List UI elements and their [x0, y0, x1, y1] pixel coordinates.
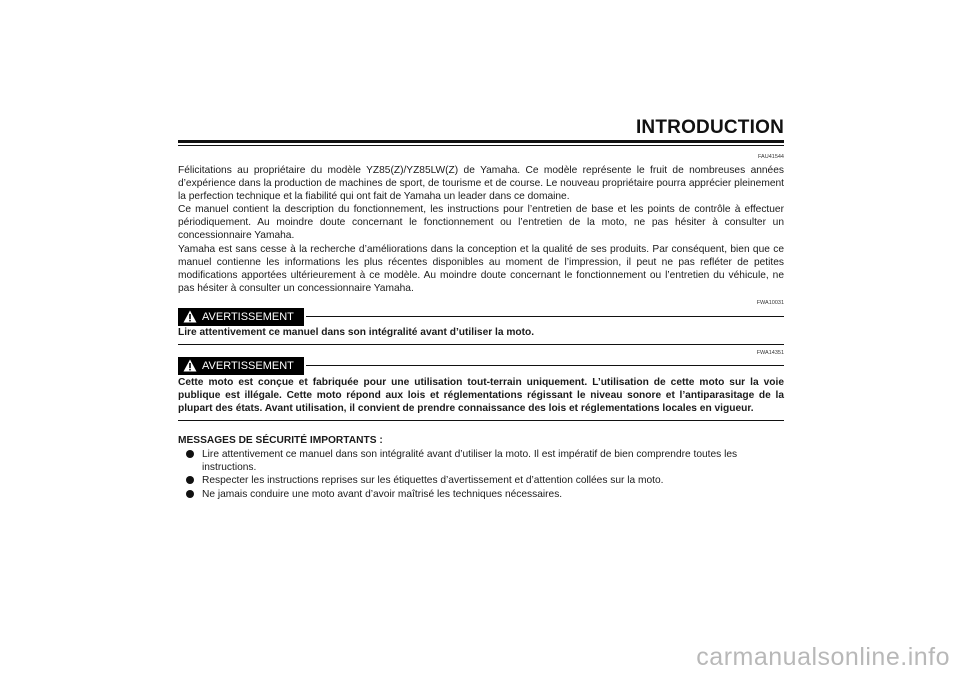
watermark: carmanualsonline.info [696, 643, 950, 671]
intro-code: FAU41544 [758, 154, 784, 160]
warning-1-text: Lire attentivement ce manuel dans son intégralité avant d’utiliser la moto. [178, 327, 535, 338]
warning-1-badge [178, 308, 304, 326]
warning-2-text: Cette moto est conçue et fabriquée pour une utilisation tout-terrain uniquement. L’utilisation de cette moto sur la voie publique est illégale. Cette moto répond aux lois et réglementations régissant le niveau sonore et l’antiparasitage de la plupart des états. Avant utilisation, il convient de prendre connaissance des lois et réglementations locales en vigueur. [178, 377, 784, 415]
intro-text [178, 164, 784, 295]
safety-title: MESSAGES DE SÉCURITÉ IMPORTANTS : [178, 435, 383, 446]
bullet-icon [186, 450, 194, 458]
bullet-icon [186, 476, 194, 484]
warning-2-header [178, 357, 784, 375]
warning-1-rule [306, 316, 784, 317]
warning-1-code: FWA10031 [756, 300, 784, 306]
intro-paragraph-1: Félicitations au propriétaire du modèle YZ85(Z)/YZ85LW(Z) de Yamaha. Ce modèle représente le fruit de nombreuses années d’expérience dans la production de machines de sport, de tourisme et de course. Le nouveau propriétaire pourra apprécier pleinement la perfection technique et la fiabilité qui ont fait de Yamaha un leader dans ce domaine. [178, 165, 784, 203]
warning-2-label: AVERTISSEMENT [202, 360, 294, 372]
intro-paragraph-2: Ce manuel contient la description du fonctionnement, les instructions pour l’entretien de base et les points de contrôle à effectuer périodiquement. Au moindre doute concernant le fonctionnement ou l’entretien de la moto, ne pas hésiter à consulter un concessionnaire Yamaha. [178, 204, 784, 242]
list-item [186, 474, 786, 487]
warning-1-bottom-rule [178, 344, 784, 345]
safety-item-2: Respecter les instructions reprises sur les étiquettes d’avertissement et d’attention collées sur la moto. [202, 475, 664, 487]
header-rule-thick [178, 140, 784, 143]
warning-triangle-icon [183, 310, 197, 323]
warning-triangle-icon [183, 359, 197, 372]
list-item [186, 448, 786, 474]
safety-item-3: Ne jamais conduire une moto avant d’avoir maîtrisé les techniques nécessaires. [202, 488, 563, 500]
header-rule-thin [178, 145, 784, 146]
bullet-icon [186, 490, 194, 498]
warning-1-label: AVERTISSEMENT [202, 311, 294, 323]
warning-2-rule [306, 365, 784, 366]
list-item [186, 488, 786, 501]
page-title: INTRODUCTION [635, 117, 784, 138]
warning-2-badge [178, 357, 304, 375]
warning-1-header [178, 308, 784, 326]
safety-list [186, 448, 786, 501]
warning-2-bottom-rule [178, 420, 784, 421]
intro-paragraph-3: Yamaha est sans cesse à la recherche d’améliorations dans la conception et la qualité de ses produits. Par conséquent, bien que ce manuel contienne les informations les plus récentes disponibles au moment de l’impression, il peut ne pas refléter de petites modifications apportées ultérieurement à ce modèle. Au moindre doute concernant le fonctionnement ou l’entretien du véhicule, ne pas hésiter à consulter un concessionnaire Yamaha. [178, 243, 784, 294]
safety-item-1: Lire attentivement ce manuel dans son intégralité avant d’utiliser la moto. Il est impératif de bien comprendre toutes les instructions. [202, 449, 738, 474]
warning-2-code: FWA14351 [756, 350, 784, 356]
